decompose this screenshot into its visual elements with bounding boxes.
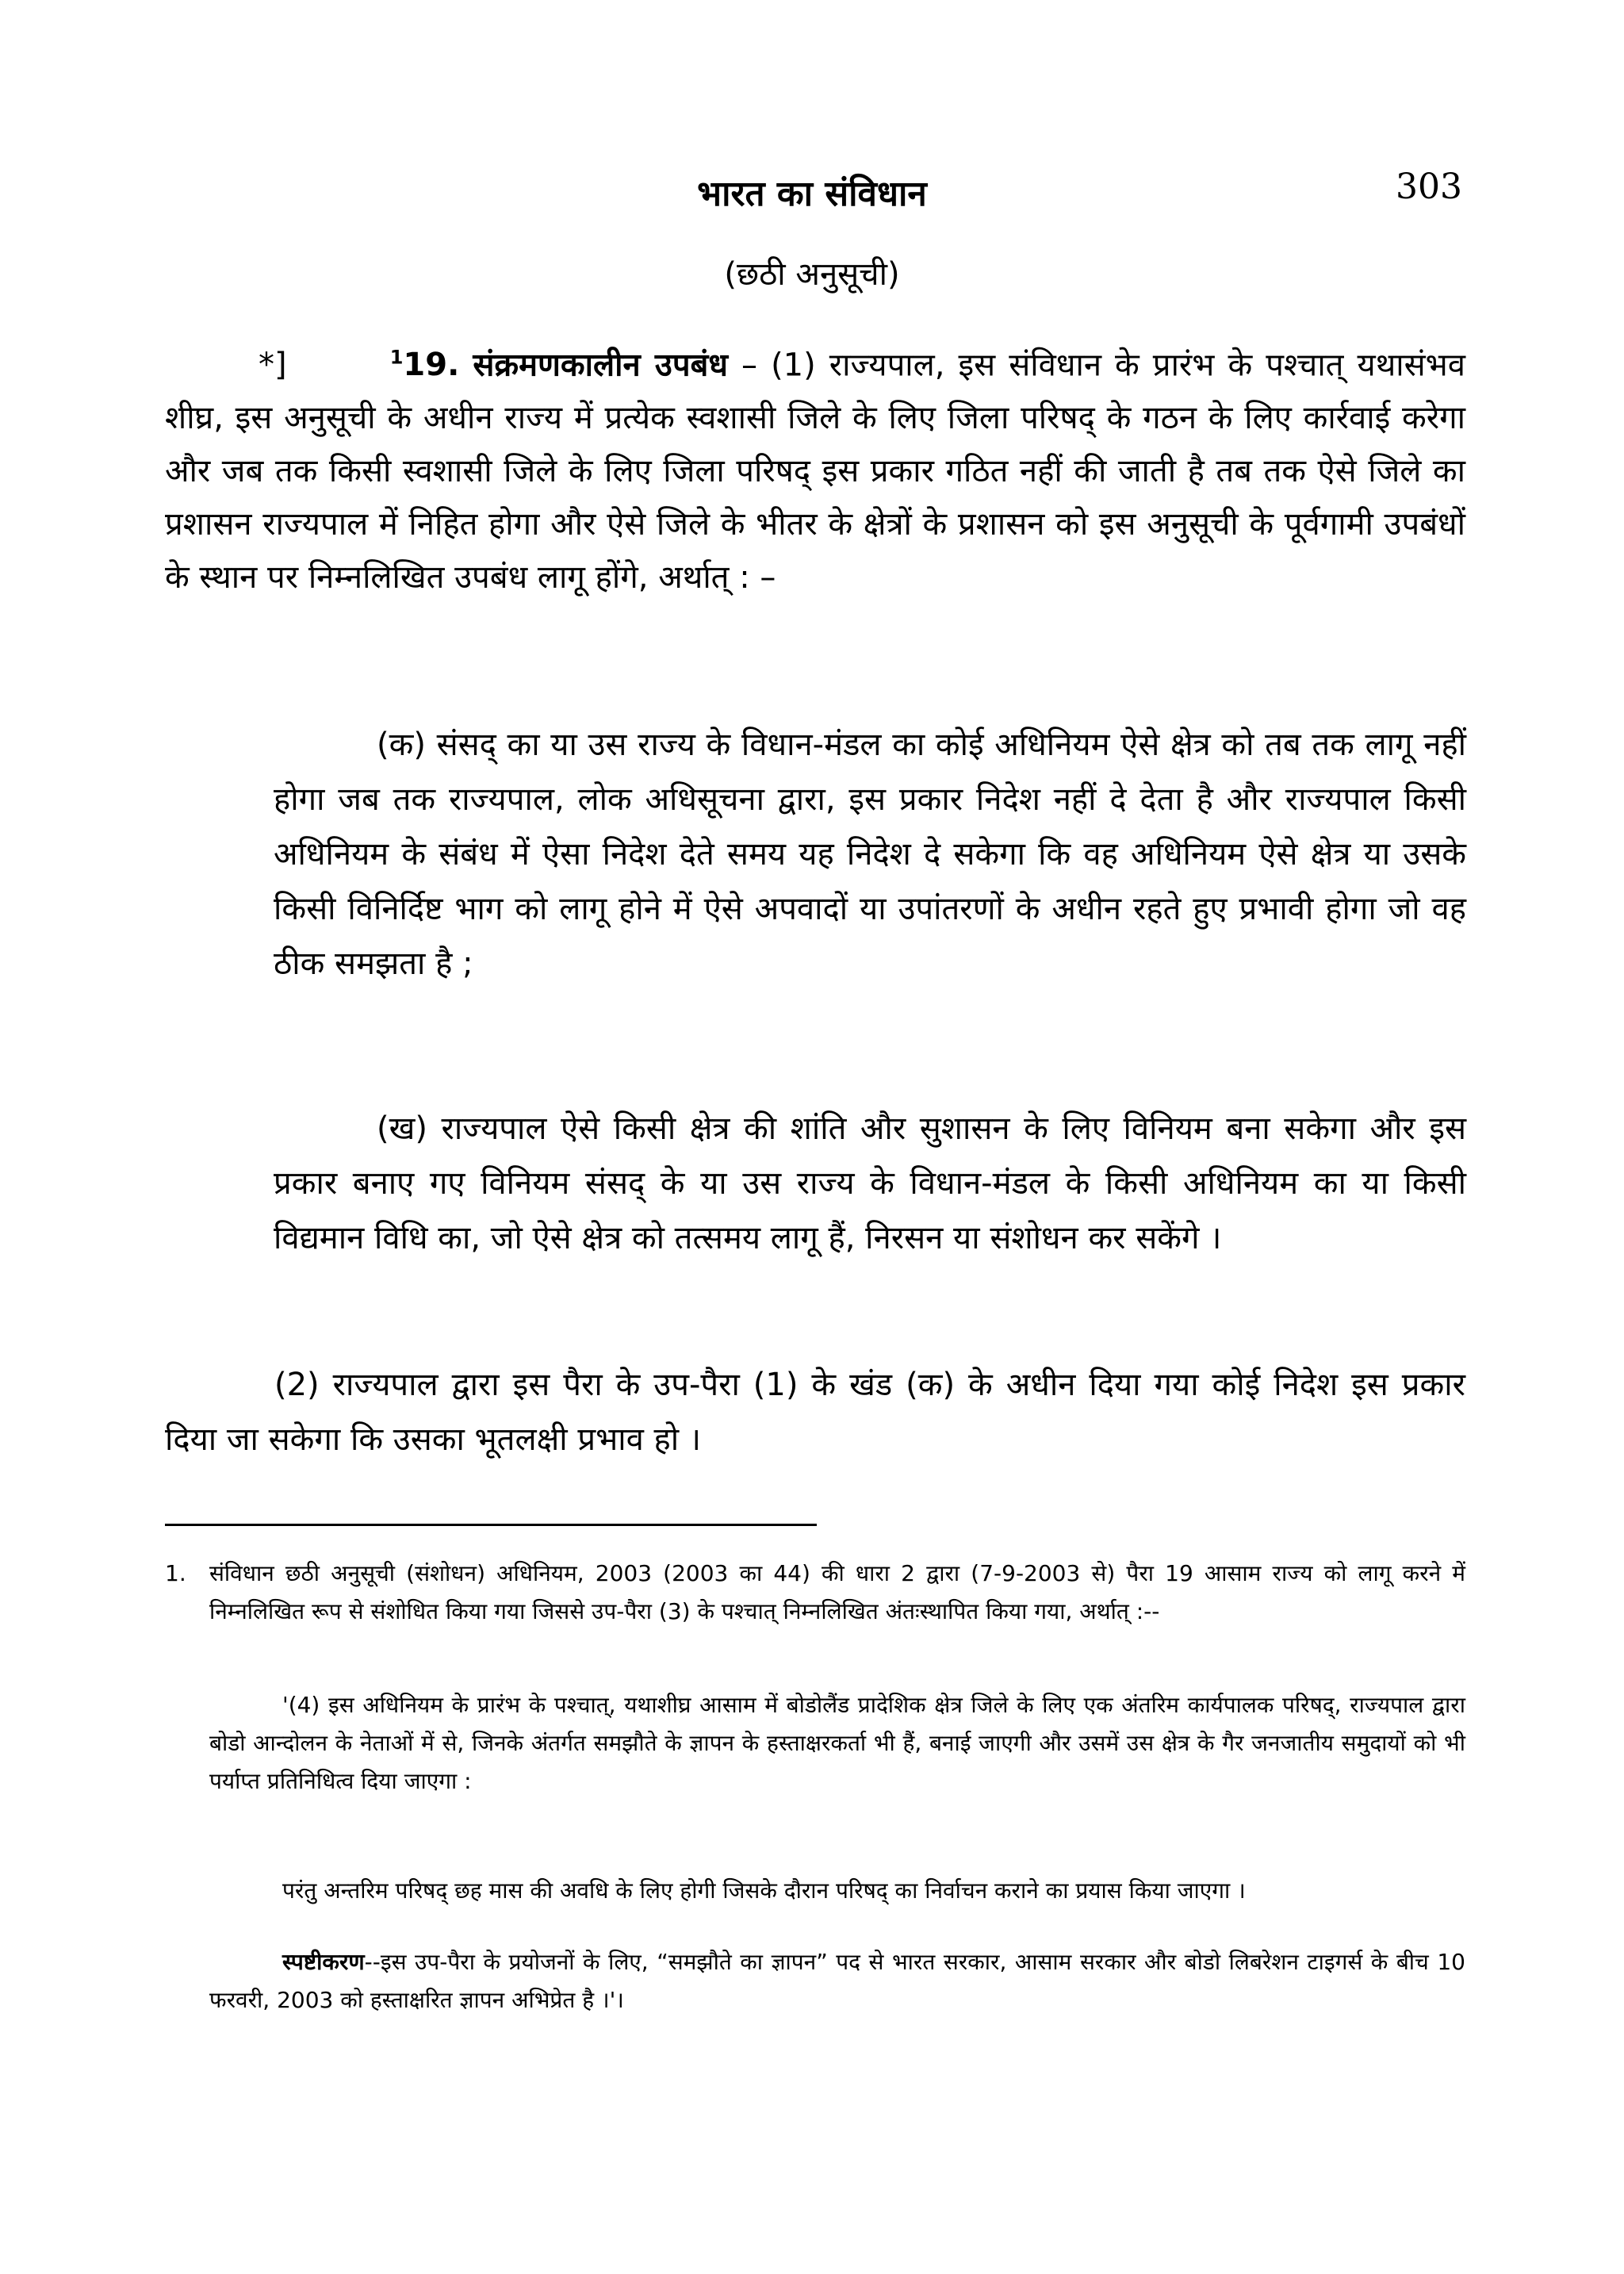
clause-kha: (ख) राज्यपाल ऐसे किसी क्षेत्र की शांति और सुशासन के लिए विनियम बना सकेगा और इस प्रकार बनाए गए विनियम संसद् के या उस राज्य के विधान-मंडल के किसी अधिनियम का या किसी विद्यमान विधि का, जो ऐसे क्षेत्र को तत्समय लागू हैं, निरसन या संशोधन कर सकेंगे । xyxy=(274,1110,1466,1256)
footnote-explanation xyxy=(209,1943,1465,2019)
sub-paragraph-2: (2) राज्यपाल द्वारा इस पैरा के उप-पैरा (1) के खंड (क) के अधीन दिया गया कोई निदेश इस प्रकार दिया जा सकेगा कि उसका भूतलक्षी प्रभाव हो । xyxy=(165,1367,1465,1458)
insertion-marker: *] xyxy=(259,347,287,384)
footnote-separator xyxy=(165,1524,817,1526)
page-number: 303 xyxy=(1396,167,1462,207)
footnote-sub-paragraph-4: '(4) इस अधिनियम के प्रारंभ के पश्चात्, यथाशीघ्र आसाम में बोडोलैंड प्रादेशिक क्षेत्र जिले के लिए एक अंतरिम कार्यपालक परिषद्, राज्यपाल द्वारा बोडो आन्दोलन के नेताओं में से, जिनके अंतर्गत समझौते के ज्ञापन के हस्ताक्षरकर्ता भी हैं, बनाई जाएगी और उसमें उस क्षेत्र के गैर जनजातीय समुदायों को भी पर्याप्त प्रतिनिधित्व दिया जाएगा : xyxy=(209,1692,1465,1794)
explanation-text: --इस उप-पैरा के प्रयोजनों के लिए, “समझौते का ज्ञापन” पद से भारत सरकार, आसाम सरकार और बोडो लिबरेशन टाइगर्स के बीच 10 फरवरी, 2003 को हस्ताक्षरित ज्ञापन अभिप्रेत है ।'। xyxy=(209,1949,1465,2013)
section-number xyxy=(390,347,460,383)
explanation-label: स्पष्टीकरण xyxy=(282,1949,365,1975)
footnote-ref: 1 xyxy=(389,347,404,369)
footnote-main-text: संविधान छठी अनुसूची (संशोधन) अधिनियम, 2003 (2003 का 44) की धारा 2 द्वारा (7-9-2003 से) पैरा 19 आसाम राज्य को लागू करने में निम्नलिखित रूप से संशोधित किया गया जिससे उप-पैरा (3) के पश्चात् निम्नलिखित अंतःस्थापित किया गया, अर्थात् :-- xyxy=(209,1560,1465,1624)
section-19-paragraph-1 xyxy=(165,332,1465,604)
clause-ka: (क) संसद् का या उस राज्य के विधान-मंडल का कोई अधिनियम ऐसे क्षेत्र को तब तक लागू नहीं होगा जब तक राज्यपाल, लोक अधिसूचना द्वारा, इस प्रकार निदेश नहीं दे देता है और राज्यपाल किसी अधिनियम के संबंध में ऐसा निदेश देते समय यह निदेश दे सकेगा कि वह अधिनियम ऐसे क्षेत्र या उसके किसी विनिर्दिष्ट भाग को लागू होने में ऐसे अपवादों या उपांतरणों के अधीन रहते हुए प्रभावी होगा जो वह ठीक समझता है ; xyxy=(274,727,1466,982)
footnote-proviso: परंतु अन्तरिम परिषद् छह मास की अवधि के लिए होगी जिसके दौरान परिषद् का निर्वाचन कराने का प्रयास किया जाएगा । xyxy=(282,1877,1246,1904)
footnote-number: 1. xyxy=(165,1560,186,1586)
schedule-subtitle: (छठी अनुसूची) xyxy=(724,256,900,293)
heading-dash: – xyxy=(728,347,772,384)
section-text: (1) राज्यपाल, इस संविधान के प्रारंभ के पश्चात् यथासंभव शीघ्र, इस अनुसूची के अधीन राज्य में प्रत्येक स्वशासी जिले के लिए जिला परिषद् के गठन के लिए कार्रवाई करेगा और जब तक किसी स्वशासी जिले के लिए जिला परिषद् इस प्रकार गठित नहीं की जाती है तब तक ऐसे जिले का प्रशासन राज्यपाल में निहित होगा और ऐसे जिले के भीतर के क्षेत्रों के प्रशासन को इस अनुसूची के पूर्वगामी उपबंधों के स्थान पर निम्नलिखित उपबंध लागू होंगे, अर्थात् : – xyxy=(165,347,1466,596)
footnote-1 xyxy=(165,1555,1465,1631)
page-title: भारत का संविधान xyxy=(697,174,927,214)
section-number-text: 19. xyxy=(403,347,460,384)
section-heading: संक्रमणकालीन उपबंध xyxy=(473,347,728,384)
